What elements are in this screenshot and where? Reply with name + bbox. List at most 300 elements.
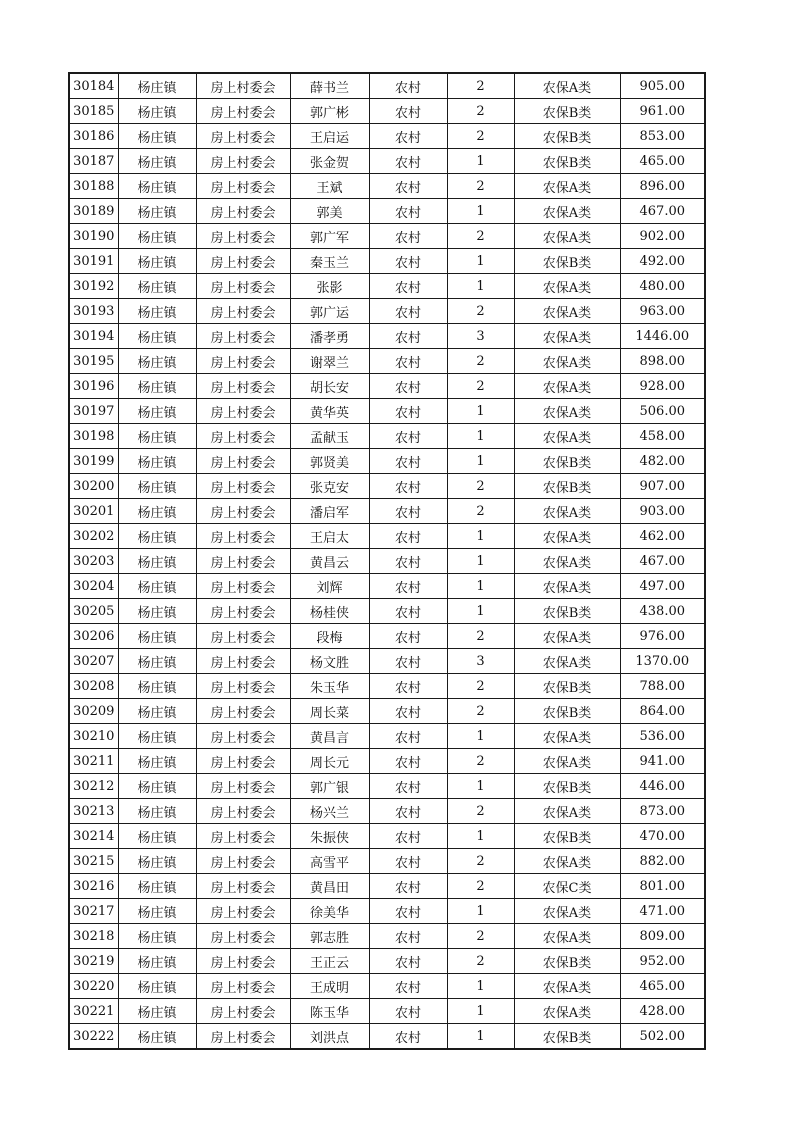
insurance-category-cell: 农保A类 — [514, 799, 620, 824]
amount-cell: 801.00 — [620, 874, 705, 899]
record-id-cell: 30217 — [69, 899, 118, 924]
town-cell: 杨庄镇 — [118, 399, 196, 424]
amount-cell: 465.00 — [620, 974, 705, 999]
record-id-cell: 30200 — [69, 474, 118, 499]
table-row — [69, 374, 705, 399]
record-id-cell: 30190 — [69, 224, 118, 249]
area-type-cell: 农村 — [369, 724, 447, 749]
amount-cell: 428.00 — [620, 999, 705, 1024]
area-type-cell: 农村 — [369, 424, 447, 449]
insurance-category-cell: 农保A类 — [514, 849, 620, 874]
town-cell: 杨庄镇 — [118, 674, 196, 699]
town-cell: 杨庄镇 — [118, 374, 196, 399]
amount-cell: 898.00 — [620, 349, 705, 374]
amount-cell: 873.00 — [620, 799, 705, 824]
insurance-category-cell: 农保B类 — [514, 474, 620, 499]
village-committee-cell: 房上村委会 — [196, 99, 290, 124]
insurance-category-cell: 农保A类 — [514, 324, 620, 349]
record-id-cell: 30209 — [69, 699, 118, 724]
household-count-cell: 2 — [447, 299, 514, 324]
town-cell: 杨庄镇 — [118, 73, 196, 99]
table-row — [69, 949, 705, 974]
name-cell: 薛书兰 — [290, 73, 369, 99]
table-row — [69, 524, 705, 549]
village-committee-cell: 房上村委会 — [196, 874, 290, 899]
amount-cell: 467.00 — [620, 199, 705, 224]
area-type-cell: 农村 — [369, 349, 447, 374]
amount-cell: 952.00 — [620, 949, 705, 974]
village-committee-cell: 房上村委会 — [196, 624, 290, 649]
amount-cell: 1370.00 — [620, 649, 705, 674]
amount-cell: 902.00 — [620, 224, 705, 249]
amount-cell: 903.00 — [620, 499, 705, 524]
amount-cell: 465.00 — [620, 149, 705, 174]
insurance-category-cell: 农保A类 — [514, 574, 620, 599]
name-cell: 黄昌云 — [290, 549, 369, 574]
village-committee-cell: 房上村委会 — [196, 849, 290, 874]
name-cell: 周长元 — [290, 749, 369, 774]
record-id-cell: 30203 — [69, 549, 118, 574]
amount-cell: 470.00 — [620, 824, 705, 849]
table-row — [69, 799, 705, 824]
name-cell: 郭广彬 — [290, 99, 369, 124]
name-cell: 周长菜 — [290, 699, 369, 724]
table-row — [69, 399, 705, 424]
amount-cell: 976.00 — [620, 624, 705, 649]
town-cell: 杨庄镇 — [118, 324, 196, 349]
table-row — [69, 274, 705, 299]
insurance-category-cell: 农保B类 — [514, 124, 620, 149]
village-committee-cell: 房上村委会 — [196, 374, 290, 399]
village-committee-cell: 房上村委会 — [196, 199, 290, 224]
record-id-cell: 30195 — [69, 349, 118, 374]
town-cell: 杨庄镇 — [118, 624, 196, 649]
insurance-category-cell: 农保B类 — [514, 699, 620, 724]
town-cell: 杨庄镇 — [118, 799, 196, 824]
village-committee-cell: 房上村委会 — [196, 424, 290, 449]
town-cell: 杨庄镇 — [118, 99, 196, 124]
record-id-cell: 30188 — [69, 174, 118, 199]
area-type-cell: 农村 — [369, 449, 447, 474]
name-cell: 高雪平 — [290, 849, 369, 874]
amount-cell: 963.00 — [620, 299, 705, 324]
name-cell: 黄昌言 — [290, 724, 369, 749]
area-type-cell: 农村 — [369, 299, 447, 324]
household-count-cell: 1 — [447, 524, 514, 549]
area-type-cell: 农村 — [369, 374, 447, 399]
area-type-cell: 农村 — [369, 274, 447, 299]
town-cell: 杨庄镇 — [118, 999, 196, 1024]
area-type-cell: 农村 — [369, 899, 447, 924]
amount-cell: 809.00 — [620, 924, 705, 949]
household-count-cell: 1 — [447, 724, 514, 749]
table-row — [69, 774, 705, 799]
household-count-cell: 2 — [447, 99, 514, 124]
household-count-cell: 1 — [447, 424, 514, 449]
amount-cell: 446.00 — [620, 774, 705, 799]
town-cell: 杨庄镇 — [118, 774, 196, 799]
insurance-category-cell: 农保A类 — [514, 899, 620, 924]
area-type-cell: 农村 — [369, 699, 447, 724]
area-type-cell: 农村 — [369, 549, 447, 574]
name-cell: 秦玉兰 — [290, 249, 369, 274]
household-count-cell: 2 — [447, 924, 514, 949]
amount-cell: 907.00 — [620, 474, 705, 499]
record-id-cell: 30189 — [69, 199, 118, 224]
household-count-cell: 1 — [447, 549, 514, 574]
record-id-cell: 30218 — [69, 924, 118, 949]
village-committee-cell: 房上村委会 — [196, 174, 290, 199]
insurance-category-cell: 农保A类 — [514, 924, 620, 949]
name-cell: 郭广军 — [290, 224, 369, 249]
insurance-category-cell: 农保A类 — [514, 549, 620, 574]
town-cell: 杨庄镇 — [118, 599, 196, 624]
amount-cell: 480.00 — [620, 274, 705, 299]
record-id-cell: 30199 — [69, 449, 118, 474]
village-committee-cell: 房上村委会 — [196, 724, 290, 749]
name-cell: 杨桂侠 — [290, 599, 369, 624]
village-committee-cell: 房上村委会 — [196, 899, 290, 924]
amount-cell: 1446.00 — [620, 324, 705, 349]
village-committee-cell: 房上村委会 — [196, 499, 290, 524]
records-table-body — [69, 73, 705, 1049]
insurance-category-cell: 农保A类 — [514, 349, 620, 374]
village-committee-cell: 房上村委会 — [196, 399, 290, 424]
table-row — [69, 1024, 705, 1050]
name-cell: 王正云 — [290, 949, 369, 974]
name-cell: 段梅 — [290, 624, 369, 649]
area-type-cell: 农村 — [369, 499, 447, 524]
area-type-cell: 农村 — [369, 599, 447, 624]
village-committee-cell: 房上村委会 — [196, 124, 290, 149]
village-committee-cell: 房上村委会 — [196, 224, 290, 249]
area-type-cell: 农村 — [369, 524, 447, 549]
name-cell: 胡长安 — [290, 374, 369, 399]
town-cell: 杨庄镇 — [118, 1024, 196, 1050]
village-committee-cell: 房上村委会 — [196, 799, 290, 824]
record-id-cell: 30214 — [69, 824, 118, 849]
insurance-category-cell: 农保B类 — [514, 1024, 620, 1050]
insurance-category-cell: 农保B类 — [514, 674, 620, 699]
area-type-cell: 农村 — [369, 149, 447, 174]
record-id-cell: 30219 — [69, 949, 118, 974]
table-row — [69, 749, 705, 774]
household-count-cell: 2 — [447, 699, 514, 724]
record-id-cell: 30184 — [69, 73, 118, 99]
table-row — [69, 174, 705, 199]
household-count-cell: 1 — [447, 899, 514, 924]
area-type-cell: 农村 — [369, 824, 447, 849]
area-type-cell: 农村 — [369, 974, 447, 999]
village-committee-cell: 房上村委会 — [196, 524, 290, 549]
insurance-category-cell: 农保A类 — [514, 199, 620, 224]
household-count-cell: 2 — [447, 374, 514, 399]
record-id-cell: 30185 — [69, 99, 118, 124]
table-row — [69, 124, 705, 149]
table-row — [69, 999, 705, 1024]
household-count-cell: 1 — [447, 574, 514, 599]
household-count-cell: 2 — [447, 849, 514, 874]
record-id-cell: 30210 — [69, 724, 118, 749]
insurance-category-cell: 农保A类 — [514, 499, 620, 524]
town-cell: 杨庄镇 — [118, 174, 196, 199]
amount-cell: 882.00 — [620, 849, 705, 874]
household-count-cell: 1 — [447, 599, 514, 624]
record-id-cell: 30220 — [69, 974, 118, 999]
household-count-cell: 2 — [447, 73, 514, 99]
table-row — [69, 324, 705, 349]
record-id-cell: 30205 — [69, 599, 118, 624]
insurance-category-cell: 农保A类 — [514, 999, 620, 1024]
household-count-cell: 2 — [447, 674, 514, 699]
amount-cell: 467.00 — [620, 549, 705, 574]
table-row — [69, 574, 705, 599]
table-row — [69, 824, 705, 849]
town-cell: 杨庄镇 — [118, 499, 196, 524]
name-cell: 刘洪点 — [290, 1024, 369, 1050]
area-type-cell: 农村 — [369, 624, 447, 649]
area-type-cell: 农村 — [369, 124, 447, 149]
table-row — [69, 549, 705, 574]
village-committee-cell: 房上村委会 — [196, 574, 290, 599]
town-cell: 杨庄镇 — [118, 299, 196, 324]
record-id-cell: 30196 — [69, 374, 118, 399]
amount-cell: 788.00 — [620, 674, 705, 699]
area-type-cell: 农村 — [369, 774, 447, 799]
insurance-category-cell: 农保B类 — [514, 249, 620, 274]
record-id-cell: 30191 — [69, 249, 118, 274]
household-count-cell: 1 — [447, 399, 514, 424]
table-row — [69, 674, 705, 699]
insurance-category-cell: 农保A类 — [514, 649, 620, 674]
amount-cell: 438.00 — [620, 599, 705, 624]
name-cell: 郭志胜 — [290, 924, 369, 949]
town-cell: 杨庄镇 — [118, 924, 196, 949]
area-type-cell: 农村 — [369, 849, 447, 874]
record-id-cell: 30211 — [69, 749, 118, 774]
record-id-cell: 30204 — [69, 574, 118, 599]
name-cell: 张克安 — [290, 474, 369, 499]
amount-cell: 497.00 — [620, 574, 705, 599]
amount-cell: 471.00 — [620, 899, 705, 924]
insurance-category-cell: 农保A类 — [514, 424, 620, 449]
insurance-category-cell: 农保B类 — [514, 599, 620, 624]
village-committee-cell: 房上村委会 — [196, 1024, 290, 1050]
record-id-cell: 30193 — [69, 299, 118, 324]
table-row — [69, 449, 705, 474]
record-id-cell: 30206 — [69, 624, 118, 649]
insurance-category-cell: 农保A类 — [514, 399, 620, 424]
village-committee-cell: 房上村委会 — [196, 274, 290, 299]
record-id-cell: 30221 — [69, 999, 118, 1024]
household-count-cell: 1 — [447, 199, 514, 224]
town-cell: 杨庄镇 — [118, 249, 196, 274]
name-cell: 谢翠兰 — [290, 349, 369, 374]
insurance-category-cell: 农保B类 — [514, 99, 620, 124]
table-row — [69, 874, 705, 899]
area-type-cell: 农村 — [369, 649, 447, 674]
village-committee-cell: 房上村委会 — [196, 749, 290, 774]
insurance-category-cell: 农保B类 — [514, 149, 620, 174]
area-type-cell: 农村 — [369, 1024, 447, 1050]
town-cell: 杨庄镇 — [118, 699, 196, 724]
table-row — [69, 849, 705, 874]
village-committee-cell: 房上村委会 — [196, 674, 290, 699]
amount-cell: 458.00 — [620, 424, 705, 449]
household-count-cell: 2 — [447, 949, 514, 974]
town-cell: 杨庄镇 — [118, 949, 196, 974]
town-cell: 杨庄镇 — [118, 849, 196, 874]
table-row — [69, 599, 705, 624]
town-cell: 杨庄镇 — [118, 824, 196, 849]
insurance-category-cell: 农保A类 — [514, 624, 620, 649]
household-count-cell: 1 — [447, 824, 514, 849]
record-id-cell: 30187 — [69, 149, 118, 174]
household-count-cell: 3 — [447, 649, 514, 674]
name-cell: 王成明 — [290, 974, 369, 999]
household-count-cell: 2 — [447, 474, 514, 499]
insurance-category-cell: 农保A类 — [514, 174, 620, 199]
record-id-cell: 30192 — [69, 274, 118, 299]
town-cell: 杨庄镇 — [118, 874, 196, 899]
village-committee-cell: 房上村委会 — [196, 324, 290, 349]
table-row — [69, 149, 705, 174]
village-committee-cell: 房上村委会 — [196, 999, 290, 1024]
village-committee-cell: 房上村委会 — [196, 774, 290, 799]
record-id-cell: 30215 — [69, 849, 118, 874]
record-id-cell: 30198 — [69, 424, 118, 449]
name-cell: 潘启军 — [290, 499, 369, 524]
household-count-cell: 1 — [447, 974, 514, 999]
village-committee-cell: 房上村委会 — [196, 974, 290, 999]
name-cell: 王启运 — [290, 124, 369, 149]
insurance-category-cell: 农保A类 — [514, 274, 620, 299]
area-type-cell: 农村 — [369, 874, 447, 899]
amount-cell: 864.00 — [620, 699, 705, 724]
village-committee-cell: 房上村委会 — [196, 599, 290, 624]
insurance-category-cell: 农保A类 — [514, 73, 620, 99]
amount-cell: 502.00 — [620, 1024, 705, 1050]
household-count-cell: 2 — [447, 874, 514, 899]
town-cell: 杨庄镇 — [118, 224, 196, 249]
household-count-cell: 2 — [447, 624, 514, 649]
area-type-cell: 农村 — [369, 474, 447, 499]
record-id-cell: 30202 — [69, 524, 118, 549]
insurance-category-cell: 农保A类 — [514, 299, 620, 324]
insurance-category-cell: 农保A类 — [514, 524, 620, 549]
household-count-cell: 2 — [447, 224, 514, 249]
name-cell: 郭贤美 — [290, 449, 369, 474]
table-row — [69, 349, 705, 374]
name-cell: 郭广银 — [290, 774, 369, 799]
name-cell: 陈玉华 — [290, 999, 369, 1024]
area-type-cell: 农村 — [369, 924, 447, 949]
town-cell: 杨庄镇 — [118, 349, 196, 374]
area-type-cell: 农村 — [369, 999, 447, 1024]
town-cell: 杨庄镇 — [118, 449, 196, 474]
amount-cell: 928.00 — [620, 374, 705, 399]
name-cell: 朱玉华 — [290, 674, 369, 699]
name-cell: 黄昌田 — [290, 874, 369, 899]
amount-cell: 462.00 — [620, 524, 705, 549]
area-type-cell: 农村 — [369, 73, 447, 99]
area-type-cell: 农村 — [369, 799, 447, 824]
amount-cell: 506.00 — [620, 399, 705, 424]
village-committee-cell: 房上村委会 — [196, 949, 290, 974]
town-cell: 杨庄镇 — [118, 574, 196, 599]
area-type-cell: 农村 — [369, 674, 447, 699]
household-count-cell: 2 — [447, 799, 514, 824]
household-count-cell: 2 — [447, 124, 514, 149]
table-row — [69, 73, 705, 99]
table-row — [69, 699, 705, 724]
amount-cell: 482.00 — [620, 449, 705, 474]
town-cell: 杨庄镇 — [118, 649, 196, 674]
area-type-cell: 农村 — [369, 199, 447, 224]
table-row — [69, 924, 705, 949]
household-count-cell: 1 — [447, 449, 514, 474]
village-committee-cell: 房上村委会 — [196, 73, 290, 99]
town-cell: 杨庄镇 — [118, 474, 196, 499]
area-type-cell: 农村 — [369, 399, 447, 424]
records-table — [68, 72, 706, 1050]
town-cell: 杨庄镇 — [118, 724, 196, 749]
area-type-cell: 农村 — [369, 249, 447, 274]
amount-cell: 536.00 — [620, 724, 705, 749]
town-cell: 杨庄镇 — [118, 199, 196, 224]
amount-cell: 905.00 — [620, 73, 705, 99]
name-cell: 杨兴兰 — [290, 799, 369, 824]
name-cell: 张影 — [290, 274, 369, 299]
name-cell: 孟献玉 — [290, 424, 369, 449]
town-cell: 杨庄镇 — [118, 899, 196, 924]
table-row — [69, 624, 705, 649]
insurance-category-cell: 农保B类 — [514, 449, 620, 474]
name-cell: 张金贺 — [290, 149, 369, 174]
table-row — [69, 99, 705, 124]
record-id-cell: 30194 — [69, 324, 118, 349]
town-cell: 杨庄镇 — [118, 149, 196, 174]
area-type-cell: 农村 — [369, 749, 447, 774]
record-id-cell: 30207 — [69, 649, 118, 674]
village-committee-cell: 房上村委会 — [196, 149, 290, 174]
record-id-cell: 30201 — [69, 499, 118, 524]
insurance-category-cell: 农保A类 — [514, 749, 620, 774]
insurance-category-cell: 农保A类 — [514, 224, 620, 249]
name-cell: 郭广运 — [290, 299, 369, 324]
name-cell: 徐美华 — [290, 899, 369, 924]
village-committee-cell: 房上村委会 — [196, 824, 290, 849]
amount-cell: 941.00 — [620, 749, 705, 774]
village-committee-cell: 房上村委会 — [196, 649, 290, 674]
name-cell: 朱振侠 — [290, 824, 369, 849]
household-count-cell: 3 — [447, 324, 514, 349]
household-count-cell: 1 — [447, 1024, 514, 1050]
insurance-category-cell: 农保B类 — [514, 949, 620, 974]
town-cell: 杨庄镇 — [118, 424, 196, 449]
name-cell: 潘孝勇 — [290, 324, 369, 349]
household-count-cell: 2 — [447, 749, 514, 774]
amount-cell: 492.00 — [620, 249, 705, 274]
record-id-cell: 30222 — [69, 1024, 118, 1050]
village-committee-cell: 房上村委会 — [196, 349, 290, 374]
name-cell: 王斌 — [290, 174, 369, 199]
town-cell: 杨庄镇 — [118, 524, 196, 549]
village-committee-cell: 房上村委会 — [196, 449, 290, 474]
name-cell: 王启太 — [290, 524, 369, 549]
table-row — [69, 224, 705, 249]
record-id-cell: 30216 — [69, 874, 118, 899]
